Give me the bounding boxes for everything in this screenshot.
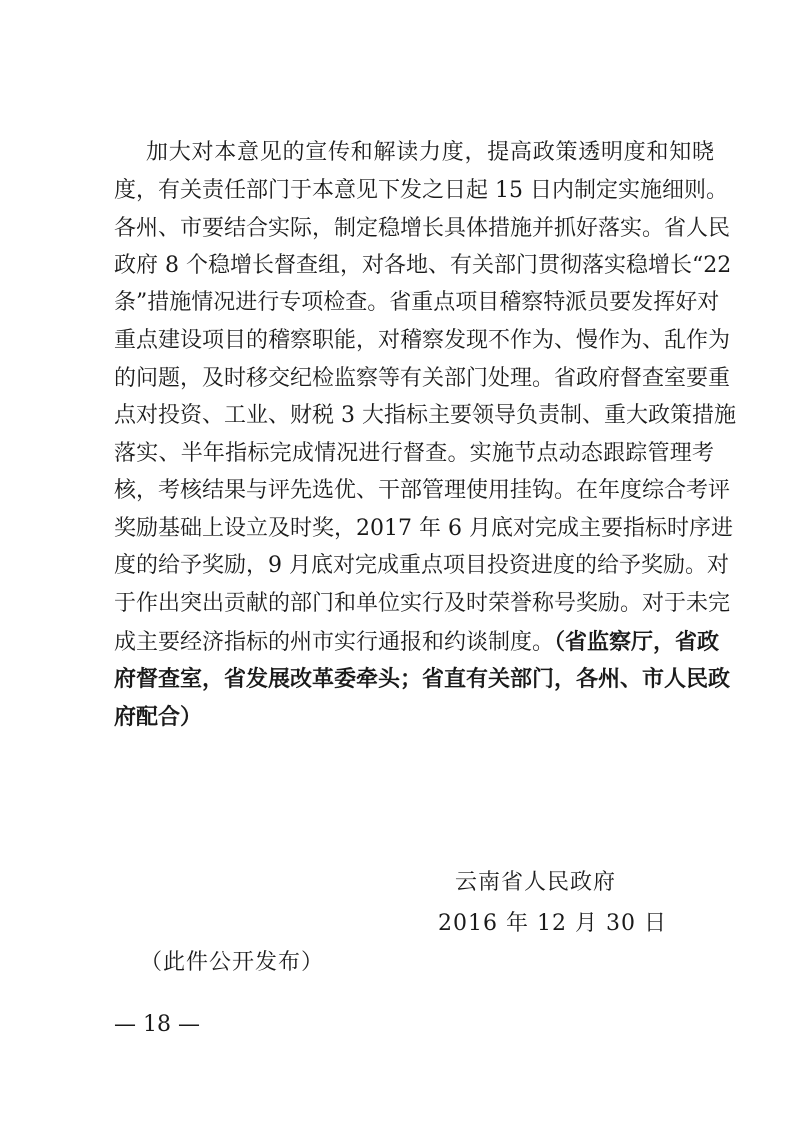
body-line-5: 条”措施情况进行专项检查。省重点项目稽察特派员要发挥好对 (114, 290, 720, 315)
body-line-7: 的问题，及时移交纪检监察等有关部门处理。省政府督查室要重 (114, 366, 731, 391)
body-line-12: 度的给予奖励，9 月底对完成重点项目投资进度的给予奖励。对 (114, 553, 729, 578)
body-line-11: 奖励基础上设立及时奖，2017 年 6 月底对完成主要指标时序进 (114, 516, 733, 541)
page-number: — 18 — (114, 1012, 200, 1037)
body-line-3: 各州、市要结合实际，制定稳增长具体措施并抓好落实。省人民 (114, 216, 731, 241)
body-line-10: 核，考核结果与评先选优、干部管理使用挂钩。在年度综合考评 (114, 478, 731, 503)
body-line-13: 于作出突出贡献的部门和单位实行及时荣誉称号奖励。对于未完 (114, 591, 731, 616)
body-line-14-text: 成主要经济指标的州市实行通报和约谈制度。 (114, 630, 555, 655)
issue-date: 2016 年 12 月 30 日 (438, 911, 667, 936)
publication-note: （此件公开发布） (140, 950, 325, 975)
body-line-1: 加大对本意见的宣传和解读力度，提高政策透明度和知晓 (146, 140, 714, 165)
issuing-organization: 云南省人民政府 (455, 870, 617, 895)
body-line-9: 落实、半年指标完成情况进行督查。实施节点动态跟踪管理考 (114, 441, 714, 466)
responsibility-line-2: 府督查室，省发展改革委牵头；省直有关部门，各州、市人民政 (114, 666, 731, 692)
body-line-6: 重点建设项目的稽察职能，对稽察发现不作为、慢作为、乱作为 (114, 328, 731, 353)
body-line-2: 度，有关责任部门于本意见下发之日起 15 日内制定实施细则。 (114, 178, 728, 203)
body-line-8: 点对投资、工业、财税 3 大指标主要领导负责制、重大政策措施 (114, 403, 736, 428)
responsibility-text-1: （省监察厅，省政 (554, 629, 720, 655)
body-line-14 (114, 627, 720, 658)
body-line-4: 政府 8 个稳增长督查组，对各地、有关部门贯彻落实稳增长“22 (114, 253, 732, 278)
responsibility-line-3: 府配合） (114, 704, 203, 730)
